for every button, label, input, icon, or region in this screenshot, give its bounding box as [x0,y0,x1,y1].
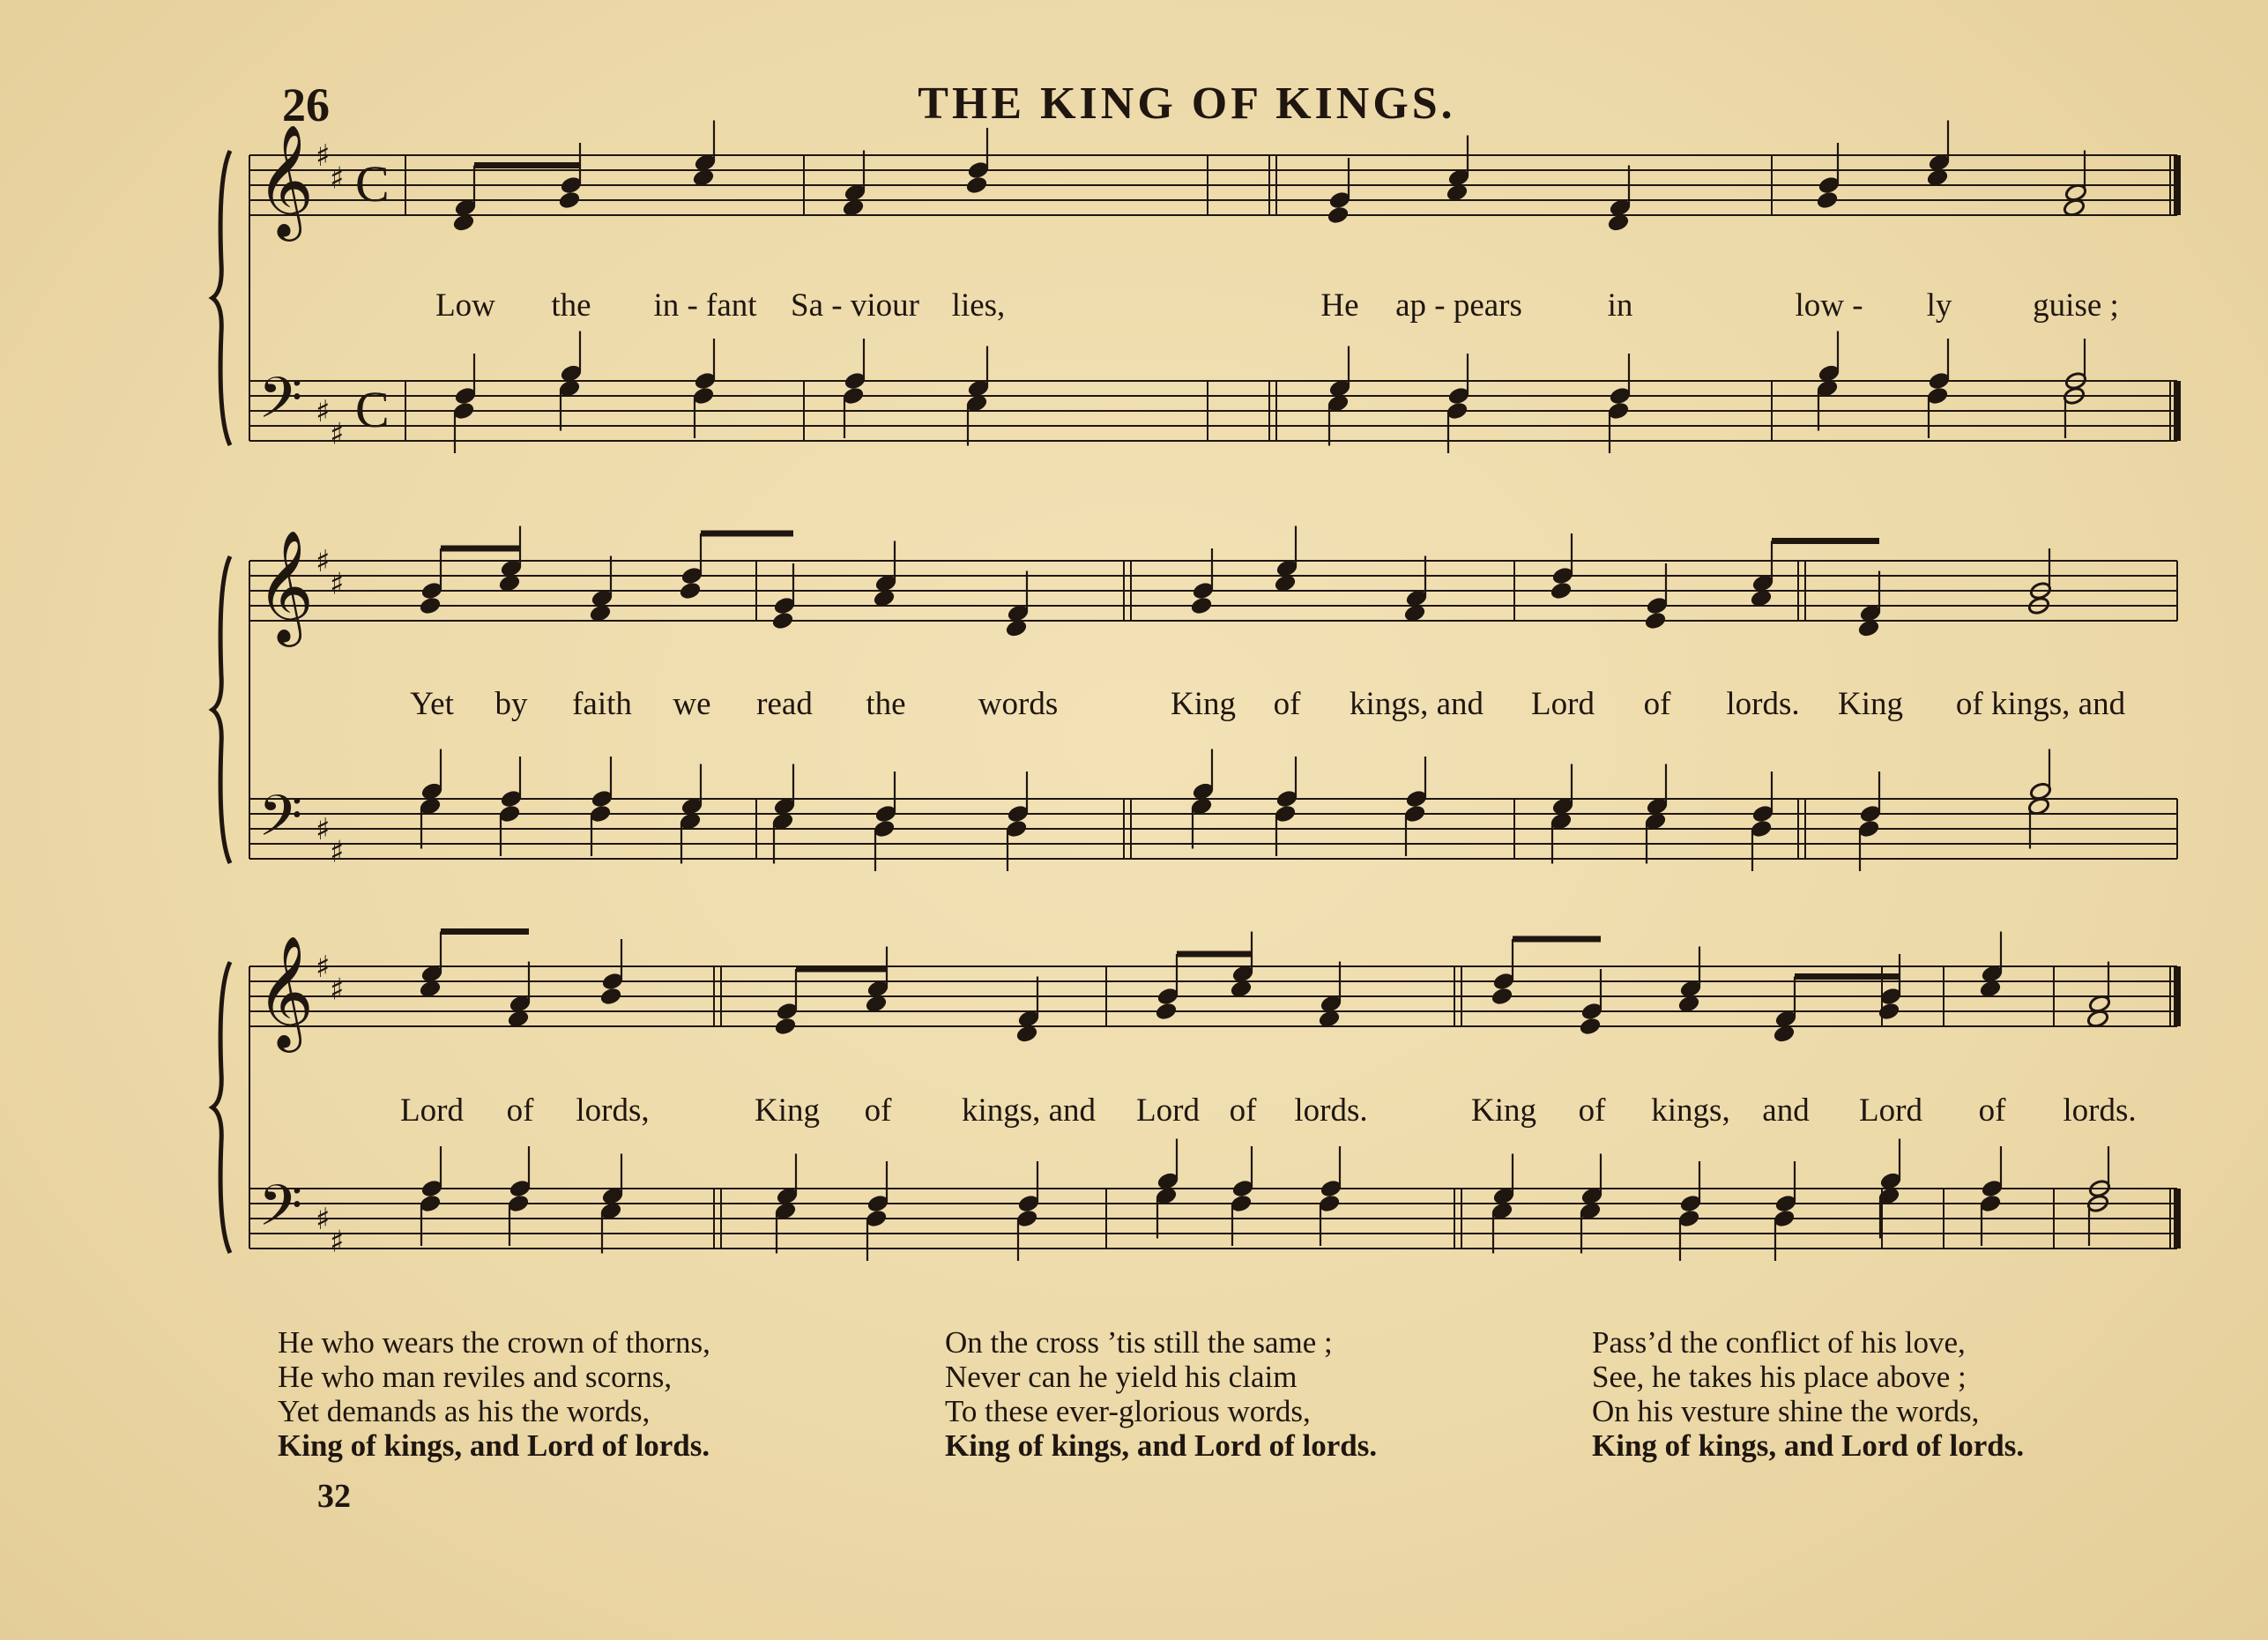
note-head [558,190,581,210]
note-head [771,611,794,630]
note-head [1491,987,1513,1006]
treble-clef-icon: 𝄞 [257,529,315,642]
sharp-icon: ♯ [330,1224,345,1260]
lyric-syllable: by [494,686,528,722]
lyric-syllable: kings, [1651,1092,1730,1129]
lyric-syllable: of [1273,686,1301,722]
verse-line: He who wears the crown of thorns, [278,1325,710,1360]
common-time-icon: C [355,155,390,212]
lyric-syllable: Sa - viour [791,287,919,324]
sharp-icon: ♯ [316,544,331,579]
bass-clef-icon: 𝄢 [258,366,303,445]
verse-line: Pass’d the conflict of his love, [1592,1325,1966,1360]
note-head [965,175,988,195]
verse-line: See, he takes his place above ; [1592,1360,1967,1394]
common-time-icon: C [355,381,390,438]
lyric-syllable: of [1578,1092,1606,1129]
note-head [1579,1017,1602,1036]
verse-line: On his vesture shine the words, [1592,1394,1980,1428]
lyric-syllable: the [866,686,906,722]
note-head [1550,581,1573,600]
lyric-syllable: King [1171,686,1236,722]
page-title: THE KING OF KINGS. [918,78,1456,129]
sharp-icon: ♯ [316,812,331,847]
note-head [419,596,442,615]
verse-3 [1592,1325,2024,1463]
lyric-syllable: we [673,686,711,722]
lyric-syllable: Low [435,287,495,324]
sharp-icon: ♯ [330,834,345,870]
lyric-syllable: lords. [1726,686,1800,722]
bass-clef-icon: 𝄢 [258,784,303,863]
lyric-syllable: of kings, and [1955,686,2126,722]
lyric-syllable: King [1471,1092,1536,1129]
lyric-syllable: ap - pears [1395,287,1522,324]
verse-line: To these ever-glorious words, [945,1394,1311,1428]
lyric-syllable: of [1229,1092,1257,1129]
treble-clef-icon: 𝄞 [257,123,315,236]
note-head [774,1017,797,1036]
lyric-syllable: kings, and [1349,686,1484,722]
sharp-icon: ♯ [316,394,331,429]
sharp-icon: ♯ [316,950,331,985]
treble-clef-icon: 𝄞 [257,935,315,1047]
lyric-syllable: Lord [1531,686,1595,722]
lyric-syllable: Lord [400,1092,464,1129]
sharp-icon: ♯ [330,972,345,1008]
lyric-syllable: guise ; [2033,287,2119,324]
lyric-syllable: of [1643,686,1671,722]
note-head [1816,190,1839,210]
verse-line: Yet demands as his the words, [278,1394,651,1428]
lyric-syllable: He [1320,287,1359,324]
verse-2 [945,1325,1377,1463]
lyric-syllable: Lord [1859,1092,1922,1129]
lyric-syllable: lords. [1294,1092,1368,1129]
lyric-syllable: kings, and [961,1092,1097,1129]
lyric-syllable: words [978,686,1059,722]
lyric-syllable: lords. [2063,1092,2137,1129]
lyrics-system-3 [0,1092,2268,1131]
note-head [1155,1002,1178,1021]
lyric-syllable: of [864,1092,892,1129]
note-head [1190,596,1213,615]
lyric-syllable: in - fant [653,287,757,324]
verse-refrain-line: King of kings, and Lord of lords. [278,1428,710,1463]
verse-line: On the cross ’tis still the same ; [945,1325,1333,1360]
lyric-syllable: of [506,1092,534,1129]
verse-line: Never can he yield his claim [945,1360,1298,1394]
note-head [1644,611,1667,630]
lyric-syllable: and [1762,1092,1810,1129]
note-head [1878,1002,1900,1021]
lyric-syllable: of [1978,1092,2006,1129]
lyric-syllable: in [1607,287,1633,324]
lyric-syllable: read [756,686,813,722]
sharp-icon: ♯ [330,160,345,197]
lyric-syllable: lies, [951,287,1006,324]
verse-line: He who man reviles and scorns, [278,1360,673,1394]
verse-refrain-line: King of kings, and Lord of lords. [1592,1428,2025,1463]
lyrics-system-1 [0,287,2268,326]
lyric-syllable: lords, [576,1092,650,1129]
lyric-syllable: King [1838,686,1903,722]
lyric-syllable: ly [1926,287,1952,324]
bass-clef-icon: 𝄢 [258,1174,303,1253]
lyric-syllable: the [551,287,591,324]
lyric-syllable: low - [1795,287,1863,324]
lyric-syllable: Lord [1136,1092,1200,1129]
lyric-syllable: King [755,1092,820,1129]
note-head [679,581,702,600]
verse-refrain-line: King of kings, and Lord of lords. [945,1428,1378,1463]
sharp-icon: ♯ [330,416,345,452]
lyric-syllable: faith [572,686,632,722]
sharp-icon: ♯ [316,1202,331,1237]
lyric-syllable: Yet [410,686,454,722]
note-head [1327,205,1350,225]
lyrics-system-2 [0,685,2268,725]
page-number: 26 [282,78,330,131]
sharp-icon: ♯ [316,138,331,174]
sharp-icon: ♯ [330,566,345,602]
footer-page-number: 32 [317,1478,351,1515]
verse-1 [278,1325,710,1463]
note-head [599,987,622,1006]
